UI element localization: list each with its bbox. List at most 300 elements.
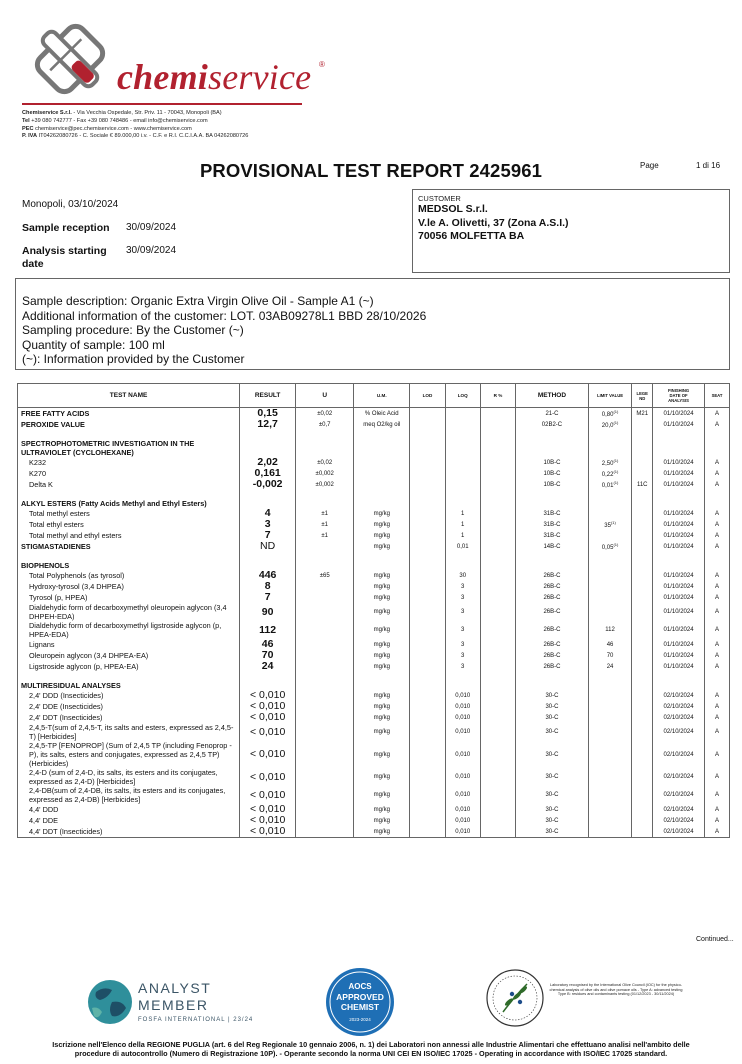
empty-cell (240, 490, 296, 508)
r-cell (480, 690, 515, 701)
loq-cell: 3 (445, 621, 480, 639)
empty-cell (632, 552, 653, 570)
table-row (18, 639, 730, 650)
test-name-cell: Tyrosol (p, HPEA) (18, 592, 240, 603)
um-cell: mg/kg (354, 650, 410, 661)
lod-cell (410, 723, 445, 741)
result-cell: 70 (240, 650, 296, 661)
method-cell: 30-C (516, 786, 589, 804)
lod-cell (410, 530, 445, 541)
method-cell: 26B-C (516, 621, 589, 639)
result-cell: 46 (240, 639, 296, 650)
table-row (18, 519, 730, 530)
empty-cell (240, 430, 296, 457)
empty-cell (588, 430, 632, 457)
limit-value: 112 (605, 627, 615, 633)
company-line: PEC chemiservice@pec.chemiservice.com - www.chemiservice.com (22, 125, 192, 132)
aocs-badge-icon (325, 967, 395, 1037)
lod-cell (410, 690, 445, 701)
r-cell (480, 826, 515, 838)
result-cell: < 0,010 (240, 815, 296, 826)
u-cell (296, 603, 354, 621)
loq-cell: 3 (445, 603, 480, 621)
member-text: MEMBER (138, 997, 209, 1013)
u-cell (296, 768, 354, 786)
lege-cell (632, 581, 653, 592)
um-cell: mg/kg (354, 723, 410, 741)
loq-cell (445, 479, 480, 490)
seat-cell: A (704, 621, 729, 639)
lege-cell (632, 786, 653, 804)
chemiservice-emblem-icon (22, 22, 122, 97)
analysis-start-label-cont: date (22, 258, 44, 270)
table-row (18, 508, 730, 519)
method-cell: 30-C (516, 826, 589, 838)
u-cell (296, 541, 354, 552)
limit-cell (588, 741, 632, 768)
seat-cell: A (704, 741, 729, 768)
um-cell: % Oleic Acid (354, 408, 410, 420)
r-cell (480, 570, 515, 581)
section-row (18, 672, 730, 690)
aocs-approved-chemist-badge (325, 967, 395, 1037)
empty-cell (296, 490, 354, 508)
loq-cell: 0,010 (445, 701, 480, 712)
lege-cell (632, 530, 653, 541)
limit-footnote: (1) (613, 542, 619, 547)
page-number: 1 di 16 (696, 161, 721, 170)
limit-cell (588, 581, 632, 592)
col-legend: LEGE ND (632, 384, 653, 408)
r-cell (480, 650, 515, 661)
result-cell: < 0,010 (240, 712, 296, 723)
method-cell: 30-C (516, 701, 589, 712)
u-cell (296, 639, 354, 650)
date-cell: 01/10/2024 (653, 530, 705, 541)
loq-cell: 3 (445, 661, 480, 672)
um-cell: mg/kg (354, 603, 410, 621)
empty-cell (653, 490, 705, 508)
sample-description: Sample description: Organic Extra Virgin Olive Oil - Sample A1 (~) (22, 294, 374, 308)
customer-name: MEDSOL S.r.l. (418, 203, 488, 215)
u-cell: ±65 (296, 570, 354, 581)
header-rule (22, 103, 302, 105)
method-cell: 10B-C (516, 457, 589, 468)
empty-cell (296, 552, 354, 570)
loq-cell: 1 (445, 508, 480, 519)
method-cell: 26B-C (516, 592, 589, 603)
lege-cell (632, 826, 653, 838)
loq-cell: 0,010 (445, 804, 480, 815)
sampling-procedure: Sampling procedure: By the Customer (~) (22, 323, 244, 338)
section-row (18, 552, 730, 570)
method-cell: 26B-C (516, 650, 589, 661)
test-name-cell: Total Polyphenols (as tyrosol) (18, 570, 240, 581)
limit-cell (588, 661, 632, 672)
result-cell: < 0,010 (240, 786, 296, 804)
limit-cell (588, 408, 632, 420)
test-name-cell: Total methyl esters (18, 508, 240, 519)
lege-cell (632, 804, 653, 815)
method-cell: 26B-C (516, 661, 589, 672)
results-table (17, 383, 730, 838)
test-name-cell: Hydroxy-tyrosol (3,4 DHPEA) (18, 581, 240, 592)
loq-cell: 0,010 (445, 712, 480, 723)
result-cell: 12,7 (240, 419, 296, 430)
result-cell: 4 (240, 508, 296, 519)
sample-reception-value: 30/09/2024 (126, 222, 177, 233)
r-cell (480, 468, 515, 479)
test-name-cell: 2,4-DB(sum of 2,4-DB, its salts, its esters and its conjugates, expressed as 2,4-DB) [Herbicides] (18, 786, 240, 804)
test-name-cell: Total ethyl esters (18, 519, 240, 530)
lod-cell (410, 804, 445, 815)
table-header-row (18, 384, 730, 408)
page-label: Page (640, 161, 659, 170)
aocs-line2: APPROVED (336, 992, 384, 1002)
seat-cell: A (704, 581, 729, 592)
um-cell: mg/kg (354, 701, 410, 712)
loq-cell (445, 408, 480, 420)
u-cell: ±0,002 (296, 468, 354, 479)
result-cell: 0,15 (240, 408, 296, 420)
lege-cell (632, 768, 653, 786)
loq-cell: 0,010 (445, 826, 480, 838)
r-cell (480, 621, 515, 639)
seat-cell: A (704, 519, 729, 530)
um-cell: mg/kg (354, 519, 410, 530)
lod-cell (410, 815, 445, 826)
lege-cell (632, 419, 653, 430)
table-row (18, 581, 730, 592)
um-cell: mg/kg (354, 815, 410, 826)
loq-cell: 0,010 (445, 690, 480, 701)
method-cell: 26B-C (516, 581, 589, 592)
r-cell (480, 592, 515, 603)
method-cell: 10B-C (516, 468, 589, 479)
empty-cell (704, 490, 729, 508)
result-cell: 446 (240, 570, 296, 581)
empty-cell (480, 552, 515, 570)
empty-cell (296, 430, 354, 457)
method-cell: 30-C (516, 741, 589, 768)
test-name-cell: Dialdehydic form of decarboxymethyl oleuropein aglycon (3,4 DHPEH-EDA) (18, 603, 240, 621)
lod-cell (410, 508, 445, 519)
empty-cell (588, 552, 632, 570)
seat-cell: A (704, 804, 729, 815)
lod-cell (410, 768, 445, 786)
lod-cell (410, 468, 445, 479)
limit-cell (588, 603, 632, 621)
date-cell: 01/10/2024 (653, 581, 705, 592)
analysis-start-value: 30/09/2024 (126, 245, 177, 256)
loq-cell: 0,01 (445, 541, 480, 552)
um-cell (354, 468, 410, 479)
lege-cell (632, 712, 653, 723)
result-cell: 90 (240, 603, 296, 621)
table-row (18, 712, 730, 723)
result-cell: < 0,010 (240, 690, 296, 701)
limit-cell (588, 508, 632, 519)
method-cell: 10B-C (516, 479, 589, 490)
r-cell (480, 479, 515, 490)
table-row (18, 408, 730, 420)
table-row (18, 479, 730, 490)
r-cell (480, 541, 515, 552)
lege-cell (632, 603, 653, 621)
lod-cell (410, 826, 445, 838)
date-cell: 02/10/2024 (653, 786, 705, 804)
table-row (18, 592, 730, 603)
seat-cell: A (704, 639, 729, 650)
lege-cell (632, 723, 653, 741)
lod-cell (410, 786, 445, 804)
u-cell: ±0,02 (296, 408, 354, 420)
date-cell: 01/10/2024 (653, 457, 705, 468)
um-cell: meq O2/kg oil (354, 419, 410, 430)
section-row (18, 490, 730, 508)
loq-cell: 0,010 (445, 768, 480, 786)
um-cell: mg/kg (354, 768, 410, 786)
limit-value: 20,0 (601, 423, 614, 429)
analyst-text: ANALYST (138, 980, 212, 996)
lege-cell (632, 592, 653, 603)
empty-cell (516, 552, 589, 570)
r-cell (480, 508, 515, 519)
r-cell (480, 804, 515, 815)
limit-cell (588, 723, 632, 741)
date-cell: 01/10/2024 (653, 468, 705, 479)
seat-cell: A (704, 786, 729, 804)
sample-quantity: Quantity of sample: 100 ml (22, 337, 165, 352)
u-cell (296, 690, 354, 701)
empty-cell (704, 430, 729, 457)
date-cell: 02/10/2024 (653, 701, 705, 712)
lege-cell (632, 690, 653, 701)
date-cell: 01/10/2024 (653, 650, 705, 661)
result-cell: 3 (240, 519, 296, 530)
section-title: BIOPHENOLS (18, 552, 240, 570)
lege-cell: 11C (632, 479, 653, 490)
table-row (18, 723, 730, 741)
table-row (18, 826, 730, 838)
lege-cell (632, 741, 653, 768)
loq-cell: 3 (445, 581, 480, 592)
method-cell: 31B-C (516, 519, 589, 530)
table-row (18, 621, 730, 639)
u-cell (296, 661, 354, 672)
empty-cell (445, 672, 480, 690)
col-method: METHOD (516, 384, 589, 408)
loq-cell: 1 (445, 530, 480, 541)
um-cell: mg/kg (354, 826, 410, 838)
company-info (22, 110, 352, 141)
result-cell: 112 (240, 621, 296, 639)
limit-footnote: (1) (613, 420, 619, 425)
u-cell (296, 741, 354, 768)
col-seat: SEAT (704, 384, 729, 408)
empty-cell (354, 430, 410, 457)
lod-cell (410, 661, 445, 672)
limit-footnote: (1) (610, 520, 616, 525)
limit-value: 2,50 (601, 461, 614, 467)
date-cell: 01/10/2024 (653, 570, 705, 581)
col-um: U.M. (354, 384, 410, 408)
empty-cell (410, 552, 445, 570)
seat-cell: A (704, 603, 729, 621)
empty-cell (588, 490, 632, 508)
test-name-cell: Total methyl and ethyl esters (18, 530, 240, 541)
limit-cell (588, 479, 632, 490)
empty-cell (480, 490, 515, 508)
date-cell: 02/10/2024 (653, 690, 705, 701)
test-name-cell: STIGMASTADIENES (18, 541, 240, 552)
seat-cell: A (704, 419, 729, 430)
empty-cell (354, 552, 410, 570)
loq-cell: 3 (445, 650, 480, 661)
lege-cell (632, 701, 653, 712)
um-cell (354, 479, 410, 490)
limit-value: 24 (606, 663, 614, 670)
result-cell: < 0,010 (240, 826, 296, 838)
limit-cell (588, 519, 632, 530)
date-cell: 01/10/2024 (653, 592, 705, 603)
test-name-cell: 2,4' DDT (Insecticides) (18, 712, 240, 723)
um-cell: mg/kg (354, 741, 410, 768)
test-name-cell: 4,4' DDD (18, 804, 240, 815)
result-cell: 7 (240, 592, 296, 603)
empty-cell (445, 430, 480, 457)
limit-cell (588, 530, 632, 541)
empty-cell (588, 672, 632, 690)
method-cell: 31B-C (516, 508, 589, 519)
lod-cell (410, 592, 445, 603)
u-cell (296, 804, 354, 815)
test-name-cell: 2,4,5-T(sum of 2,4,5-T, its salts and esters, expressed as 2,4,5-T) [Herbicides] (18, 723, 240, 741)
customer-city: 70056 MOLFETTA BA (418, 230, 525, 242)
u-cell: ±1 (296, 530, 354, 541)
seat-cell: A (704, 570, 729, 581)
um-cell: mg/kg (354, 661, 410, 672)
um-cell: mg/kg (354, 639, 410, 650)
seat-cell: A (704, 701, 729, 712)
registered-mark: ® (319, 60, 325, 69)
empty-cell (296, 672, 354, 690)
method-cell: 30-C (516, 690, 589, 701)
customer-label: CUSTOMER (418, 194, 461, 203)
lod-cell (410, 541, 445, 552)
sample-note: (~): Information provided by the Customer (22, 352, 245, 367)
test-name-cell: Oleuropein aglycon (3,4 DHPEA-EA) (18, 650, 240, 661)
result-cell: < 0,010 (240, 804, 296, 815)
col-test-name: TEST NAME (18, 384, 240, 408)
date-cell: 01/10/2024 (653, 479, 705, 490)
empty-cell (516, 490, 589, 508)
method-cell: 30-C (516, 804, 589, 815)
u-cell (296, 815, 354, 826)
company-line: Tel +39 080 742777 - Fax +39 080 748486 - email info@chemiservice.com (22, 117, 208, 124)
test-name-cell: 2,4-D (sum of 2,4-D, its salts, its esters and its conjugates, expressed as 2,4-D) [Herbicides] (18, 768, 240, 786)
limit-value: 46 (606, 641, 614, 648)
customer-box (412, 189, 730, 273)
test-name-cell: Lignans (18, 639, 240, 650)
result-cell: < 0,010 (240, 723, 296, 741)
um-cell: mg/kg (354, 541, 410, 552)
r-cell (480, 701, 515, 712)
empty-cell (516, 430, 589, 457)
u-cell (296, 712, 354, 723)
test-name-cell: Delta K (18, 479, 240, 490)
date-cell: 01/10/2024 (653, 519, 705, 530)
result-cell: 0,161 (240, 468, 296, 479)
table-row (18, 701, 730, 712)
limit-value: 0,01 (601, 483, 614, 489)
r-cell (480, 519, 515, 530)
method-cell: 30-C (516, 723, 589, 741)
method-cell: 30-C (516, 712, 589, 723)
result-cell: 24 (240, 661, 296, 672)
method-cell: 26B-C (516, 603, 589, 621)
empty-cell (410, 490, 445, 508)
lod-cell (410, 741, 445, 768)
empty-cell (653, 672, 705, 690)
table-row (18, 786, 730, 804)
um-cell: mg/kg (354, 570, 410, 581)
lod-cell (410, 581, 445, 592)
brand-wordmark: chemiservice (117, 57, 312, 97)
date-cell: 01/10/2024 (653, 541, 705, 552)
method-cell: 30-C (516, 768, 589, 786)
col-u: U (296, 384, 354, 408)
empty-cell (632, 490, 653, 508)
u-cell: ±1 (296, 519, 354, 530)
fosfa-analyst-logo (86, 970, 286, 1032)
u-cell (296, 786, 354, 804)
limit-value: 70 (606, 652, 614, 659)
result-cell: < 0,010 (240, 701, 296, 712)
loq-cell: 30 (445, 570, 480, 581)
method-cell: 30-C (516, 815, 589, 826)
seat-cell: A (704, 723, 729, 741)
r-cell (480, 419, 515, 430)
limit-cell (588, 701, 632, 712)
test-name-cell: 4,4' DDE (18, 815, 240, 826)
u-cell (296, 826, 354, 838)
test-name-cell: PEROXIDE VALUE (18, 419, 240, 430)
date-cell: 01/10/2024 (653, 508, 705, 519)
limit-cell (588, 786, 632, 804)
limit-value: 0,05 (601, 545, 614, 551)
loq-cell (445, 419, 480, 430)
result-cell: 7 (240, 530, 296, 541)
section-title: ALKYL ESTERS (Fatty Acids Methyl and Ethyl Esters) (18, 490, 240, 508)
date-cell: 01/10/2024 (653, 661, 705, 672)
seat-cell: A (704, 690, 729, 701)
col-finishing-date: FINISHING DATE OF ANALYSIS (653, 384, 705, 408)
u-cell (296, 650, 354, 661)
sample-info-box (15, 278, 730, 370)
table-row (18, 419, 730, 430)
result-cell: 2,02 (240, 457, 296, 468)
test-name-cell: FREE FATTY ACIDS (18, 408, 240, 420)
um-cell: mg/kg (354, 621, 410, 639)
r-cell (480, 530, 515, 541)
r-cell (480, 723, 515, 741)
sample-additional-info: Additional information of the customer: LOT. 03AB09278L1 BBD 28/10/2026 (22, 308, 427, 323)
table-row (18, 804, 730, 815)
lege-cell (632, 815, 653, 826)
result-cell: 8 (240, 581, 296, 592)
loq-cell (445, 468, 480, 479)
